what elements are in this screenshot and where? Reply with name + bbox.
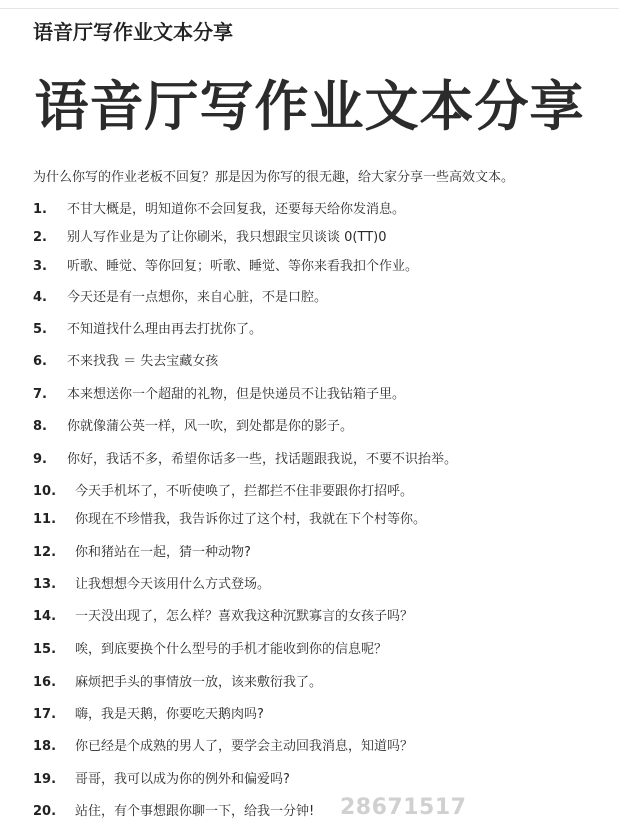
list-item-text: 不来找我 ＝ 失去宝藏女孩 — [67, 354, 219, 369]
list-item — [0, 704, 619, 726]
list-item-text: 今天还是有一点想你，来自心脏，不是口腔。 — [67, 290, 328, 305]
list-item — [0, 801, 619, 823]
list-item — [0, 351, 619, 373]
list-item-text: 今天手机坏了，不听使唤了，拦都拦不住非要跟你打招呼。 — [75, 484, 414, 499]
list-item-text: 唉，到底要换个什么型号的手机才能收到你的信息呢？ — [75, 642, 388, 657]
list-item-text: 麻烦把手头的事情放一放，该来敷衍我了。 — [75, 675, 323, 690]
list-item — [0, 672, 619, 694]
list-item-number: 11. — [33, 512, 57, 527]
list-item-text: 让我想想今天该用什么方式登场。 — [75, 577, 271, 592]
list-item — [0, 256, 619, 278]
list-item-number: 20. — [33, 804, 57, 819]
list-item-text: 哥哥，我可以成为你的例外和偏爱吗? — [75, 772, 290, 787]
list-item-number: 7. — [33, 387, 47, 402]
watermark: 28671517 — [340, 795, 467, 820]
list-item-number: 6. — [33, 354, 47, 369]
list-item-number: 5. — [33, 322, 47, 337]
list-item — [0, 227, 619, 249]
list-item-number: 1. — [33, 202, 47, 217]
list-item-text: 你已经是个成熟的男人了，要学会主动回我消息，知道吗？ — [75, 739, 414, 754]
article-title: 语音厅写作业文本分享 — [34, 75, 585, 138]
list-item — [0, 574, 619, 596]
list-item — [0, 509, 619, 531]
header-title: 语音厅写作业文本分享 — [33, 20, 233, 44]
list-item-text: 你现在不珍惜我，我告诉你过了这个村，我就在下个村等你。 — [75, 512, 427, 527]
list-item-text: 你好，我话不多，希望你话多一些，找话题跟我说，不要不识抬举。 — [67, 452, 458, 467]
list-item-text: 你就像蒲公英一样，风一吹，到处都是你的影子。 — [67, 419, 354, 434]
list-item-number: 8. — [33, 419, 47, 434]
list-item-text: 听歌、睡觉、等你回复；听歌、睡觉、等你来看我扣个作业。 — [67, 259, 419, 274]
list-item-number: 16. — [33, 675, 57, 690]
list-item-number: 14. — [33, 609, 57, 624]
list-item — [0, 319, 619, 341]
list-item-number: 13. — [33, 577, 57, 592]
list-item — [0, 542, 619, 564]
list-item-text: 本来想送你一个超甜的礼物，但是快递员不让我钻箱子里。 — [67, 387, 406, 402]
list-item — [0, 287, 619, 309]
list-item — [0, 639, 619, 661]
list-item-number: 17. — [33, 707, 57, 722]
list-item — [0, 384, 619, 406]
list-item — [0, 769, 619, 791]
list-item-number: 4. — [33, 290, 47, 305]
list-item-text: 别人写作业是为了让你刷米，我只想跟宝贝谈谈 0(TT)0 — [67, 230, 387, 245]
list-item-text: 一天没出现了，怎么样？喜欢我这种沉默寡言的女孩子吗？ — [75, 609, 414, 624]
list-item — [0, 736, 619, 758]
list-item-number: 18. — [33, 739, 57, 754]
list-item-number: 9. — [33, 452, 47, 467]
article-intro: 为什么你写的作业老板不回复？那是因为你写的很无趣，给大家分享一些高效文本。 — [33, 170, 515, 185]
list-item — [0, 481, 619, 503]
list-item — [0, 199, 619, 221]
list-item-number: 2. — [33, 230, 47, 245]
list-item-text: 不知道找什么理由再去打扰你了。 — [67, 322, 263, 337]
list-item-text: 不甘大概是，明知道你不会回复我，还要每天给你发消息。 — [67, 202, 406, 217]
list-item — [0, 606, 619, 628]
list-item — [0, 416, 619, 438]
list-item-text: 站住，有个事想跟你聊一下，给我一分钟! — [75, 804, 315, 819]
list-item-text: 你和猪站在一起，猜一种动物? — [75, 545, 251, 560]
list-item-number: 3. — [33, 259, 47, 274]
list-item-number: 15. — [33, 642, 57, 657]
list-item — [0, 449, 619, 471]
list-item-number: 10. — [33, 484, 57, 499]
list-item-text: 嗨，我是天鹅，你要吃天鹅肉吗? — [75, 707, 264, 722]
list-item-number: 12. — [33, 545, 57, 560]
list-item-number: 19. — [33, 772, 57, 787]
